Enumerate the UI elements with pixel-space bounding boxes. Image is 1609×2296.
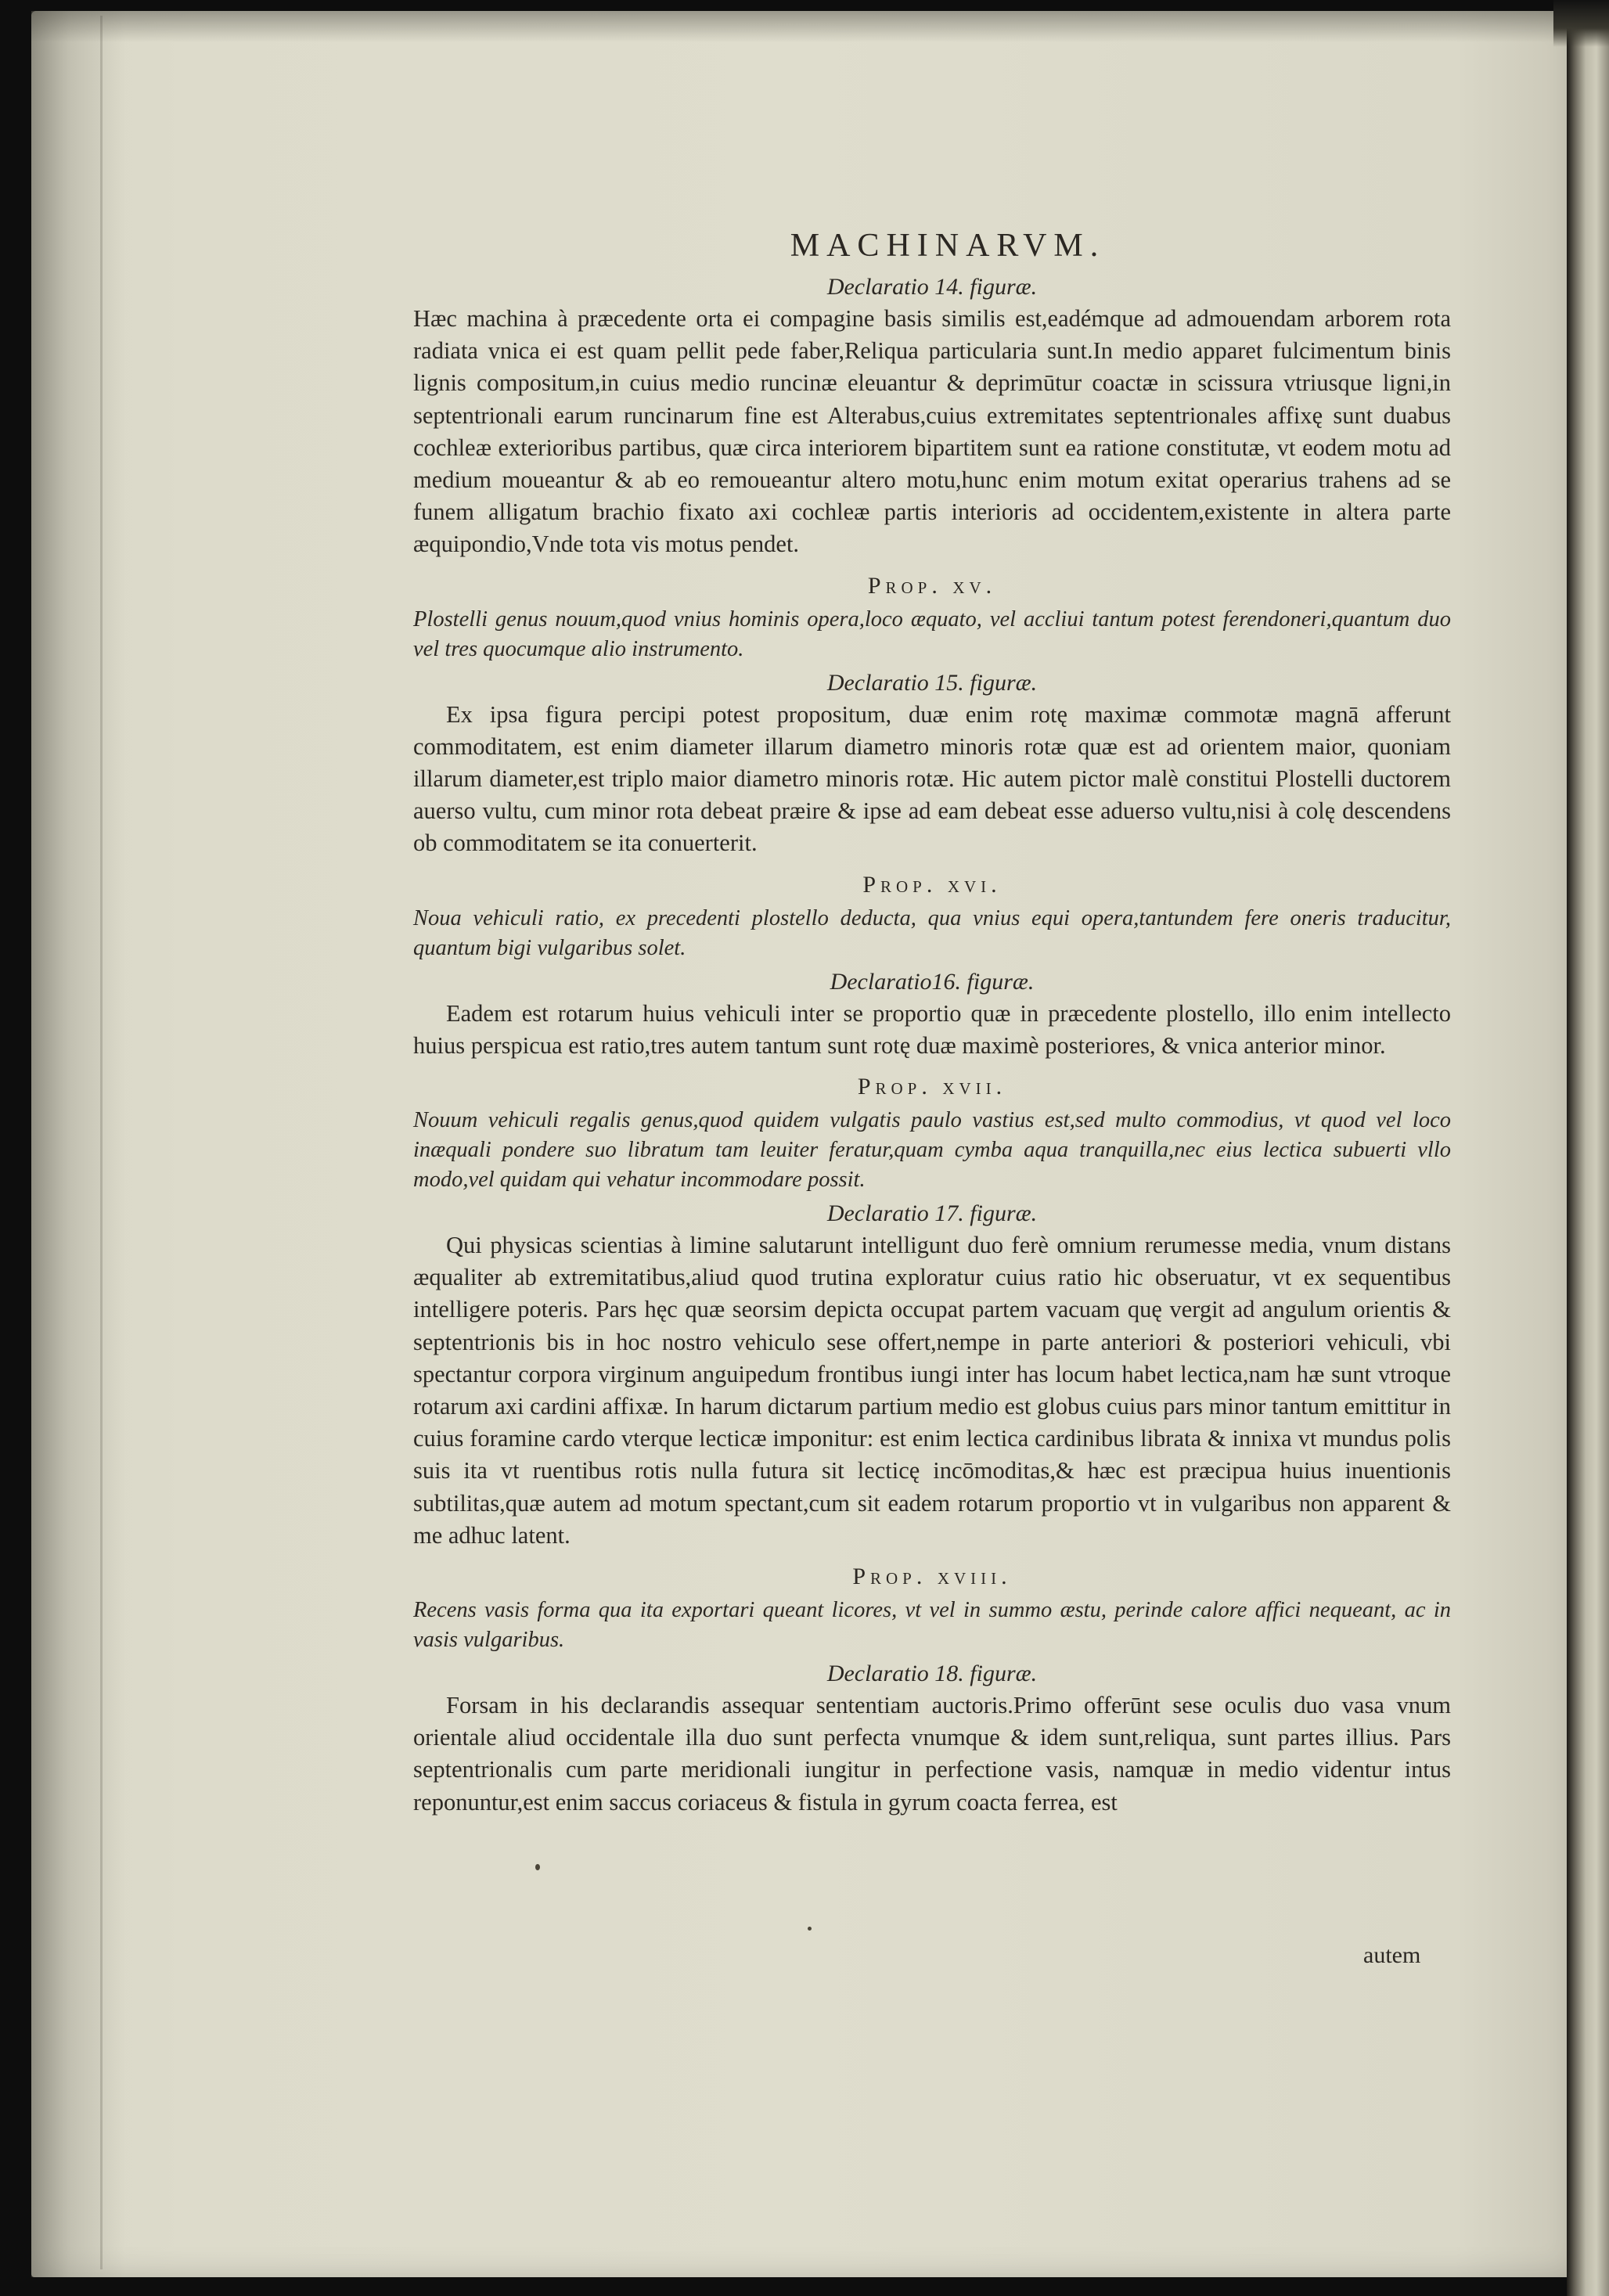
body-paragraph: Qui physicas scientias à limine salutarunt intelligunt duo ferè omnium rerumesse media, vnum distans æqualiter ab extremitatibus,aliud quod trutina exploratur cuius ratio hic obseruatur, vt ex sequentibus intelligere poteris. Pars hęc quæ seorsim depicta occupat partem vacuam quę vergit ad angulum orientis & septentrionis bis in hoc nostro vehiculo sese offert,nempe in parte anteriori & posteriori vehiculi, vbi spectantur corpora virginum anguipedum frontibus iungi inter has locum habet lectica,nam hæ sunt vtroque rotarum axi cardini affixæ. In harum dictarum partium medio est globus cuius pars minor tantum emittitur in cuius foramine cardo vterque lecticæ imponitur: est enim lectica cardinibus librata & innixa vt mundus polis suis ita vt ruentibus rotis nulla futura sit lecticę incōmoditas,& hæc est præcipua huius inuentionis subtilitas,quæ autem ad motum spectant,cum sit eadem rotarum proportio vt in vulgaribus non apparent & me adhuc latent.	[413, 1232, 1451, 1549]
proposition-text: Noua vehiculi ratio, ex precedenti plostello deducta, qua vnius equi opera,tantundem fere oneris traducitur, quantum bigi vulgaribus solet.	[413, 905, 1451, 960]
body-paragraph: Ex ipsa figura percipi potest propositum, duæ enim rotę maximæ commotæ magnā afferunt commoditatem, est enim diameter illarum diametro minoris rotæ quæ est ad orientem maior, quoniam illarum diameter,est triplo maior diametro minoris rotæ. Hic autem pictor malè constitui Plostelli ductorem auerso vultu, cum minor rota debeat præire & ipse ad eam debeat esse aduerso vultu,nisi à colę descendens ob commoditatem se ita conuerterit.	[413, 700, 1451, 857]
page-fold	[100, 16, 103, 2269]
top-edge-shadow	[31, 11, 1579, 42]
body-paragraph: Eadem est rotarum huius vehiculi inter se proportio quæ in præcedente plostello, illo enim intellecto huius perspicua est ratio,tres autem tantum sunt rotę duæ maximè posteriores, & vnica anterior minor.	[413, 999, 1451, 1059]
next-page-corner	[1553, 0, 1609, 47]
body-paragraph: Hæc machina à præcedente orta ei compagine basis similis est,eadémque ad admouendam arborem rota radiata vnica ei est quam pellit pede faber,Reliqua particularia sunt.In medio apparet fulcimentum binis lignis compositum,in cuius medio runcinæ eleuantur & deprimūtur coactæ in scissura vtriusque ligni,in septentrionali earum runcinarum fine est Alterabus,cuius extremitates septentrionales affixę sunt duabus cochleæ exterioribus partibus, quæ circa interiorem bipartitem sunt ea ratione constitutæ, vt eodem motu ad medium moueantur & ab eo remoueantur altero motu,hunc enim motum exitat operarius trahens ad se funem alligatum brachio fixato axi cochleæ partis interioris ad occidentem,existente in altera parte æquipondio,Vnde tota vis motus pendet.	[413, 305, 1451, 558]
declaratio-heading: Declaratio 18. figuræ.	[826, 1661, 1038, 1687]
declaratio-heading: Declaratio 14. figuræ.	[826, 274, 1038, 300]
proposition-heading: Prop. xvii.	[857, 1074, 1007, 1100]
page-text	[413, 223, 1451, 1819]
proposition-heading: Prop. xv.	[867, 572, 997, 599]
declaratio-heading: Declaratio 17. figuræ.	[826, 1200, 1038, 1227]
proposition-heading: Prop. xvi.	[862, 871, 1002, 898]
running-head: MACHINARVM.	[790, 228, 1106, 264]
declaratio-heading: Declaratio16. figuræ.	[830, 968, 1035, 995]
proposition-text: Recens vasis forma qua ita exportari queant licores, vt vel in summo æstu, perinde calore affici nequeant, ac in vasis vulgaribus.	[413, 1598, 1451, 1653]
proposition-text: Nouum vehiculi regalis genus,quod quidem vulgatis paulo vastius est,sed multo commodius, vt quod vel loco inæquali pondere suo libratum tam leuiter feratur,quam cymba aqua tranquilla,nec eius lectica subuerti vllo modo,vel quidam qui vehatur incommodare possit.	[413, 1108, 1451, 1193]
paper-speck	[535, 1864, 540, 1870]
proposition-text: Plostelli genus nouum,quod vnius hominis opera,loco æquato, vel accliui tantum potest ferendoneri,quantum duo vel tres quocumque alio instrumento.	[413, 606, 1451, 661]
body-paragraph: Forsam in his declarandis assequar sententiam auctoris.Primo offerūnt sese oculis duo vasa vnum orientale aliud occidentale illa duo sunt perfecta vnumque & idem sunt,reliqua, sunt partes illius. Pars septentrionalis cum parte meridionali iungitur in perfectione vasis, namquæ in medio videntur intus reponuntur,est enim saccus coriaceus & fistula in gyrum coacta ferrea, est	[413, 1692, 1451, 1816]
declaratio-heading: Declaratio 15. figuræ.	[826, 669, 1038, 696]
next-page-edge	[1567, 0, 1609, 2296]
proposition-heading: Prop. xviii.	[852, 1564, 1012, 1590]
paper-speck	[808, 1927, 812, 1931]
catchword: autem	[1363, 1942, 1421, 1968]
